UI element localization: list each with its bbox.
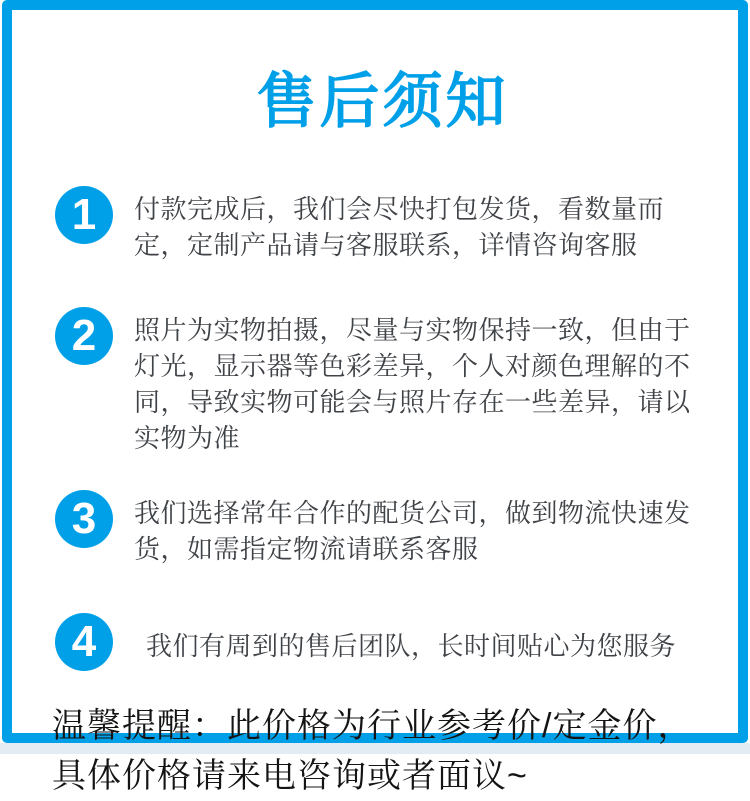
price-reminder-line2: 具体价格请来电咨询或者面议~ — [52, 757, 528, 795]
item-number-badge: 2 — [55, 307, 113, 365]
price-reminder-line1: 温馨提醒：此价格为行业参考价/定金价， — [52, 707, 693, 745]
item-number-badge: 1 — [55, 186, 113, 244]
item-text: 照片为实物拍摄，尽量与实物保持一致，但由于灯光，显示器等色彩差异，个人对颜色理解的不同，导致实物可能会与照片存在一些差异，请以实物为准 — [134, 315, 691, 453]
item-text: 付款完成后，我们会尽快打包发货，看数量而定，定制产品请与客服联系，详情咨询客服 — [134, 194, 665, 260]
list-item — [55, 186, 710, 263]
price-reminder-note — [52, 701, 710, 801]
blue-frame-border — [2, 0, 748, 795]
list-item — [55, 490, 710, 567]
notice-items — [55, 186, 710, 671]
list-item — [55, 613, 710, 671]
item-number-badge: 3 — [55, 490, 113, 548]
item-text: 我们选择常年合作的配货公司，做到物流快速发货，如需指定物流请联系客服 — [134, 498, 691, 564]
item-number-badge: 4 — [55, 613, 113, 671]
notice-content — [12, 68, 738, 795]
item-text: 我们有周到的售后团队，长时间贴心为您服务 — [146, 631, 677, 661]
page-title: 售后须知 — [256, 68, 509, 135]
list-item — [55, 307, 710, 456]
